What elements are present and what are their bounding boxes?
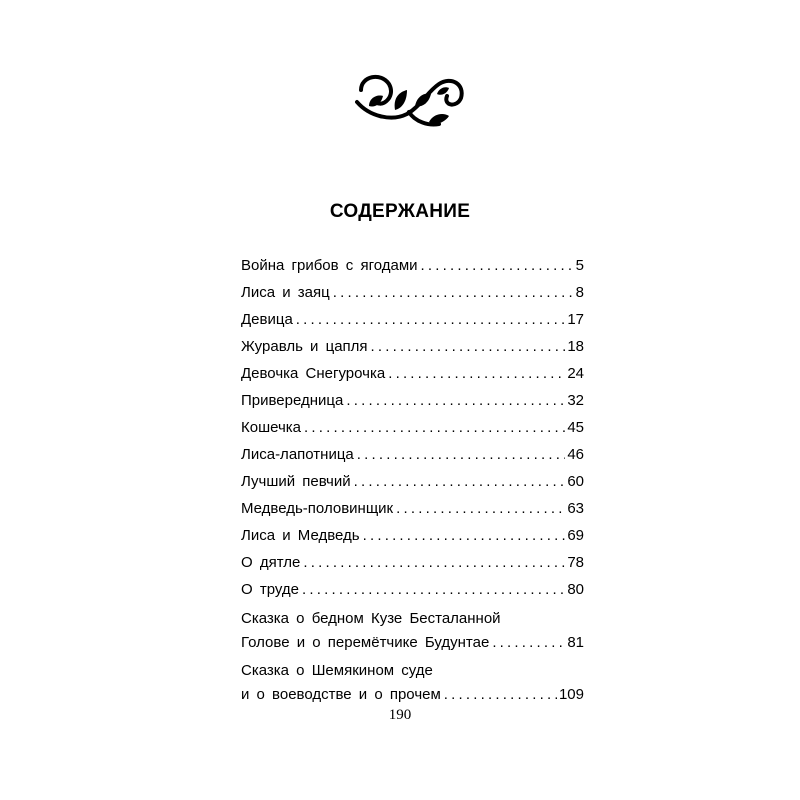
- dot-leader: [357, 445, 566, 465]
- toc-entry[interactable]: [241, 337, 584, 364]
- toc-entry-title-line: и о воеводстве и о прочем: [241, 686, 441, 703]
- toc-entry-page: 5: [575, 257, 584, 274]
- toc-entry-page: 69: [567, 527, 584, 544]
- page-number: 190: [388, 707, 412, 723]
- toc-entry-page: 17: [567, 311, 584, 328]
- toc-entry-title: Лучший певчий: [241, 473, 351, 490]
- dot-leader: [302, 580, 565, 600]
- toc-entry-page: 109: [558, 686, 584, 703]
- toc-entry-page: 81: [567, 634, 584, 651]
- toc-entry-title-line: Сказка о Шемякином суде: [241, 662, 433, 679]
- dot-leader: [333, 283, 574, 303]
- toc-entry[interactable]: [241, 659, 584, 711]
- toc-entry[interactable]: [241, 364, 584, 391]
- dot-leader: [421, 256, 574, 276]
- toc-entry-title: Медведь-половинщик: [241, 500, 394, 517]
- toc-entry-title: Журавль и цапля: [241, 338, 368, 355]
- toc-heading: СОДЕРЖАНИЕ: [329, 201, 471, 222]
- toc-entry[interactable]: [241, 499, 584, 526]
- toc-entry-page: 60: [567, 473, 584, 490]
- toc-entry-title: Лиса и Медведь: [241, 527, 360, 544]
- toc-entry-page: 8: [575, 284, 584, 301]
- toc-entry-page: 78: [567, 554, 584, 571]
- dot-leader: [492, 631, 565, 655]
- toc-entry[interactable]: [241, 391, 584, 418]
- toc-entry-title: Привередница: [241, 392, 344, 409]
- dot-leader: [396, 499, 565, 519]
- toc-entry-title: Кошечка: [241, 419, 302, 436]
- toc-entry-title-line: Сказка о бедном Кузе Бесталанной: [241, 610, 501, 627]
- toc-entry-title: Девочка Снегурочка: [241, 365, 386, 382]
- toc-entry[interactable]: [241, 580, 584, 607]
- toc-entry-page: 45: [567, 419, 584, 436]
- toc-entry-title: Девица: [241, 311, 293, 328]
- toc-entry[interactable]: [241, 310, 584, 337]
- toc-entry[interactable]: [241, 283, 584, 310]
- toc-entry-page: 32: [567, 392, 584, 409]
- toc-entry-page: 63: [567, 500, 584, 517]
- toc-entry[interactable]: [241, 256, 584, 283]
- dot-leader: [363, 526, 566, 546]
- toc-entry-page: 18: [567, 338, 584, 355]
- dot-leader: [296, 310, 566, 330]
- toc-entry-title-line: Голове и о перемётчике Будунтае: [241, 634, 490, 651]
- toc-entry[interactable]: [241, 472, 584, 499]
- toc-entry-title: Лиса и заяц: [241, 284, 330, 301]
- toc-entry-page: 80: [567, 581, 584, 598]
- dot-leader: [371, 337, 566, 357]
- toc-entry[interactable]: [241, 445, 584, 472]
- toc-entry[interactable]: [241, 418, 584, 445]
- toc-entry-page: 46: [567, 446, 584, 463]
- floral-vine-icon: [355, 68, 467, 130]
- toc-entry-title: О дятле: [241, 554, 301, 571]
- dot-leader: [444, 683, 557, 707]
- table-of-contents: [241, 256, 584, 711]
- dot-leader: [354, 472, 566, 492]
- dot-leader: [388, 364, 565, 384]
- toc-entry-title: Война грибов с ягодами: [241, 257, 418, 274]
- toc-entry[interactable]: [241, 553, 584, 580]
- toc-entry-page: 24: [567, 365, 584, 382]
- toc-entry-title: О труде: [241, 581, 299, 598]
- toc-entry[interactable]: [241, 607, 584, 659]
- dot-leader: [346, 391, 565, 411]
- dot-leader: [304, 418, 565, 438]
- toc-entry-title: Лиса-лапотница: [241, 446, 354, 463]
- dot-leader: [303, 553, 565, 573]
- toc-entry[interactable]: [241, 526, 584, 553]
